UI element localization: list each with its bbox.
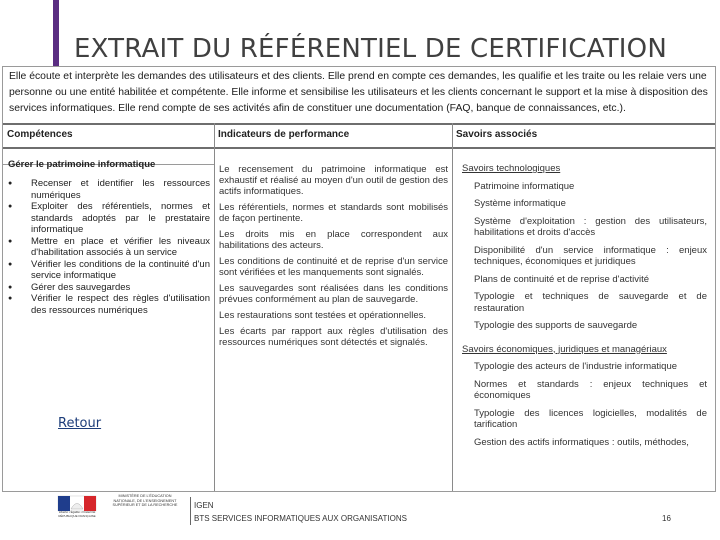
savoirs-tech-title: Savoirs technologiques: [462, 163, 561, 174]
page-title: EXTRAIT DU RÉFÉRENTIEL DE CERTIFICATION: [74, 34, 667, 64]
indicateur-item: Les sauvegardes sont réalisées dans les conditions prévues conformément au plan de sauvegarde.: [219, 283, 448, 305]
indicateur-item: Les écarts par rapport aux règles d'utilisation des ressources numériques sont détectés et signalés.: [219, 326, 448, 348]
indicateur-item: Les droits mis en place correspondent aux habilitations des acteurs.: [219, 229, 448, 251]
competence-list: [3, 178, 214, 316]
accent-bar: [53, 0, 59, 66]
table-header: [3, 123, 715, 149]
indicateur-item: Les conditions de continuité et de reprise d'un service sont vérifiées et les manquements sont signalés.: [219, 256, 448, 278]
savoir-item: Typologie des supports de sauvegarde: [474, 320, 638, 331]
indicateur-item: Le recensement du patrimoine informatique est exhaustif et réalisé au moyen d'un outil de gestion des actifs informatiques.: [219, 164, 448, 197]
competence-title: Gérer le patrimoine informatique: [8, 159, 156, 170]
retour-link[interactable]: Retour: [58, 416, 102, 431]
savoir-item: Disponibilité d'un service informatique : enjeux techniques, économiques et juridiques: [474, 244, 707, 267]
competence-item: ● Mettre en place et vérifier les niveaux d'habilitation associés à un service: [3, 236, 210, 259]
savoir-item: Typologie des acteurs de l'industrie informatique: [474, 361, 678, 372]
competences-column: [3, 147, 214, 492]
savoir-item: Patrimoine informatique: [474, 180, 575, 192]
competence-item: ● Gérer des sauvegardes: [3, 282, 210, 294]
competence-item: ● Vérifier les conditions de la continuité d'un service informatique: [3, 259, 210, 282]
savoir-item: Typologie et techniques de sauvegarde et de restauration: [474, 291, 707, 314]
competence-item: ● Recenser et identifier les ressources numériques: [3, 178, 210, 201]
header-savoirs: Savoirs associés: [456, 129, 538, 140]
referentiel-extract: [2, 66, 716, 492]
ministry-name: MINISTÈRE DE L'ÉDUCATION NATIONALE, DE L'ENSEIGNEMENT SUPÉRIEUR ET DE LA RECHERCHE: [112, 494, 178, 508]
savoir-item: Gestion des actifs informatiques : outils, méthodes,: [474, 436, 689, 448]
page-number: 16: [662, 514, 671, 523]
savoirs-column: [452, 147, 715, 492]
header-competences: Compétences: [7, 129, 73, 140]
footer-bts: BTS SERVICES INFORMATIQUES AUX ORGANISATIONS: [194, 514, 407, 523]
intro-paragraph: Elle écoute et interprète les demandes des utilisateurs et des clients. Elle prend en compte ces demandes, les qualifie et les traite ou les relaie vers une personne ou une entité habilitée et compétente. Elle informe et sensibilise les utilisateurs et les clients concernant le support et la mise à disposition des services informatiques. Elle rend compte de ses activités afin de constituer une documentation (FAQ, banque de connaissances, etc.).: [9, 71, 708, 114]
footer-divider: [190, 497, 191, 525]
header-indicateurs: Indicateurs de performance: [218, 129, 350, 140]
savoirs-eco-title: Savoirs économiques, juridiques et managériaux: [462, 343, 667, 355]
republic-motto: Liberté • Égalité • Fraternité RÉPUBLIQUE FRANÇAISE: [58, 510, 96, 518]
indicateur-item: Les référentiels, normes et standards sont mobilisés de façon pertinente.: [219, 202, 448, 224]
competence-item: ● Exploiter des référentiels, normes et standards adoptés par le prestataire informatique: [3, 201, 210, 236]
savoir-item: Typologie des licences logicielles, modalités de tarification: [474, 407, 707, 430]
savoir-item: Système informatique: [474, 198, 566, 209]
savoir-item: Plans de continuité et de reprise d'activité: [474, 273, 650, 285]
footer-igen: IGEN: [194, 501, 214, 510]
savoir-item: Système d'exploitation : gestion des utilisateurs, habilitations et droits d'accès: [474, 215, 707, 238]
competence-item: ● Vérifier le respect des règles d'utilisation des ressources numériques: [3, 293, 210, 316]
savoir-item: Normes et standards : enjeux techniques et économiques: [474, 378, 707, 401]
indicateurs-column: [214, 147, 452, 492]
indicateur-item: Les restaurations sont testées et opérationnelles.: [219, 310, 427, 321]
